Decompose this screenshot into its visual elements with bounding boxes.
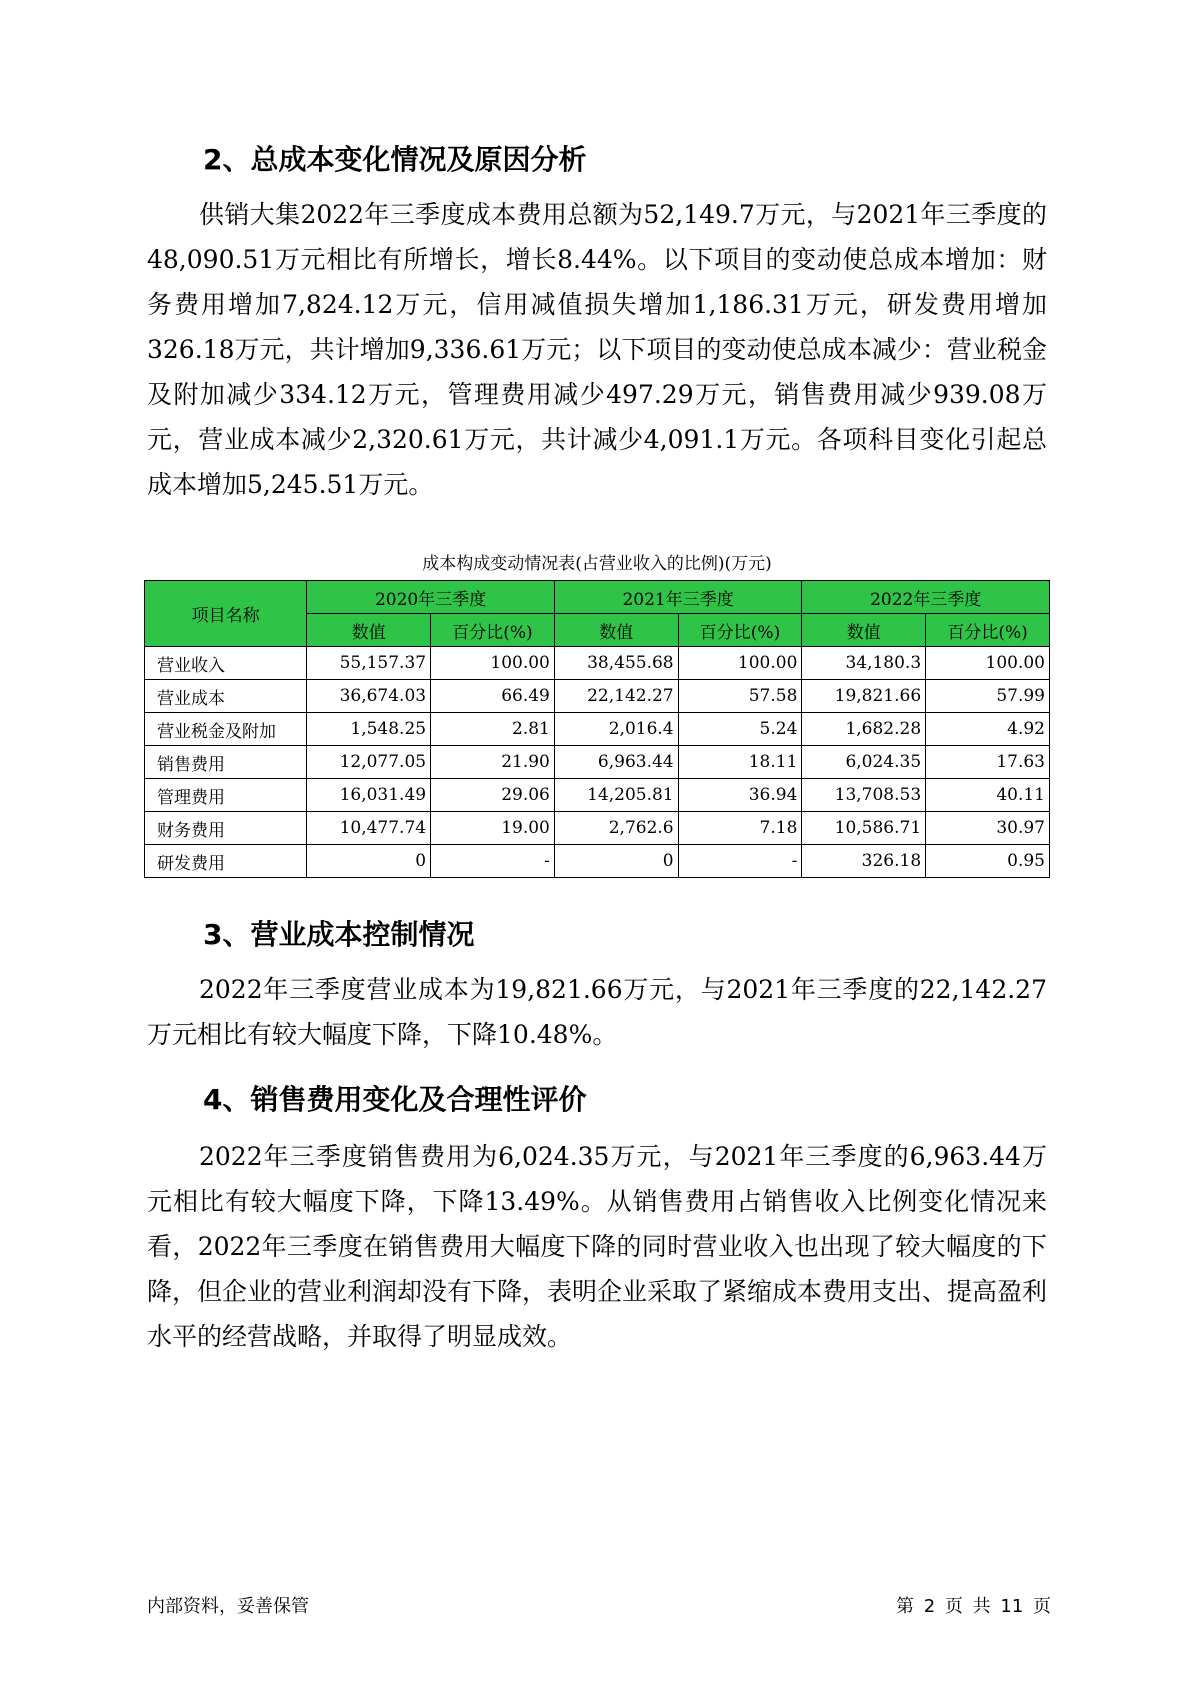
section-4-heading: 4、销售费用变化及合理性评价: [203, 1083, 587, 1116]
table-cell: 17.63: [926, 746, 1050, 779]
table-cell: 66.49: [431, 680, 555, 713]
table-cell: 19,821.66: [802, 680, 926, 713]
footer-confidential-note: 内部资料，妥善保管: [147, 1596, 309, 1617]
table-cell: 16,031.49: [307, 779, 431, 812]
table-cell: 326.18: [802, 845, 926, 878]
table-cell: 57.99: [926, 680, 1050, 713]
table-caption: 成本构成变动情况表(占营业收入的比例)(万元): [422, 554, 772, 574]
cost-structure-table: [144, 580, 1050, 878]
table-cell: 2,016.4: [554, 713, 678, 746]
period-header: 2021年三季度: [554, 581, 802, 614]
table-cell: 0: [307, 845, 431, 878]
value-header: 数值: [307, 614, 431, 647]
item-name-header: 项目名称: [145, 581, 307, 647]
table-cell: 40.11: [926, 779, 1050, 812]
row-name: 营业成本: [145, 680, 307, 713]
table-cell: 6,963.44: [554, 746, 678, 779]
section-3-paragraph: 2022年三季度营业成本为19,821.66万元，与2021年三季度的22,142.27万元相比有较大幅度下降，下降10.48%。: [147, 975, 1047, 1049]
table-row: [145, 779, 1050, 812]
period-header: 2022年三季度: [802, 581, 1050, 614]
table-cell: 38,455.68: [554, 647, 678, 680]
table-cell: 1,548.25: [307, 713, 431, 746]
section-4-paragraph: 2022年三季度销售费用为6,024.35万元，与2021年三季度的6,963.44万元相比有较大幅度下降，下降13.49%。从销售费用占销售收入比例变化情况来看，2022年三季度在销售费用大幅度下降的同时营业收入也出现了较大幅度的下降，但企业的营业利润却没有下降，表明企业采取了紧缩成本费用支出、提高盈利水平的经营战略，并取得了明显成效。: [147, 1142, 1048, 1351]
table-cell: 2.81: [431, 713, 555, 746]
table-cell: 30.97: [926, 812, 1050, 845]
table-cell: 100.00: [431, 647, 555, 680]
row-name: 研发费用: [145, 845, 307, 878]
table-cell: 100.00: [678, 647, 802, 680]
table-cell: 2,762.6: [554, 812, 678, 845]
table-cell: 100.00: [926, 647, 1050, 680]
table-cell: 21.90: [431, 746, 555, 779]
section-2-heading: 2、总成本变化情况及原因分析: [203, 143, 587, 176]
table-row: [145, 647, 1050, 680]
table-row: [145, 746, 1050, 779]
table-cell: 6,024.35: [802, 746, 926, 779]
table-cell: 0.95: [926, 845, 1050, 878]
table-cell: 14,205.81: [554, 779, 678, 812]
table-cell: 57.58: [678, 680, 802, 713]
row-name: 营业收入: [145, 647, 307, 680]
table-row: [145, 845, 1050, 878]
row-name: 销售费用: [145, 746, 307, 779]
percent-header: 百分比(%): [431, 614, 555, 647]
table-cell: 12,077.05: [307, 746, 431, 779]
table-cell: 18.11: [678, 746, 802, 779]
value-header: 数值: [554, 614, 678, 647]
row-name: 营业税金及附加: [145, 713, 307, 746]
table-cell: 4.92: [926, 713, 1050, 746]
table-cell: 7.18: [678, 812, 802, 845]
table-cell: 34,180.3: [802, 647, 926, 680]
table-cell: 13,708.53: [802, 779, 926, 812]
footer-page-number: 第 2 页 共 11 页: [896, 1596, 1051, 1617]
table-header-row: [145, 581, 1050, 614]
table-cell: 55,157.37: [307, 647, 431, 680]
period-header: 2020年三季度: [307, 581, 555, 614]
table-cell: 36,674.03: [307, 680, 431, 713]
table-cell: 36.94: [678, 779, 802, 812]
value-header: 数值: [802, 614, 926, 647]
section-2-paragraph: 供销大集2022年三季度成本费用总额为52,149.7万元，与2021年三季度的48,090.51万元相比有所增长，增长8.44%。以下项目的变动使总成本增加：财务费用增加7,824.12万元，信用减值损失增加1,186.31万元，研发费用增加326.18万元，共计增加9,336.61万元；以下项目的变动使总成本减少：营业税金及附加减少334.12万元，管理费用减少497.29万元，销售费用减少939.08万元，营业成本减少2,320.61万元，共计减少4,091.1万元。各项科目变化引起总成本增加5,245.51万元。: [147, 200, 1047, 499]
table-cell: 1,682.28: [802, 713, 926, 746]
table-row: [145, 680, 1050, 713]
table-row: [145, 812, 1050, 845]
table-cell: -: [431, 845, 555, 878]
table-cell: 22,142.27: [554, 680, 678, 713]
table-cell: 0: [554, 845, 678, 878]
row-name: 财务费用: [145, 812, 307, 845]
section-3-heading: 3、营业成本控制情况: [203, 918, 475, 951]
row-name: 管理费用: [145, 779, 307, 812]
table-cell: 10,477.74: [307, 812, 431, 845]
table-cell: 5.24: [678, 713, 802, 746]
table-cell: -: [678, 845, 802, 878]
table-row: [145, 713, 1050, 746]
table-cell: 10,586.71: [802, 812, 926, 845]
percent-header: 百分比(%): [678, 614, 802, 647]
table-cell: 29.06: [431, 779, 555, 812]
table-cell: 19.00: [431, 812, 555, 845]
percent-header: 百分比(%): [926, 614, 1050, 647]
